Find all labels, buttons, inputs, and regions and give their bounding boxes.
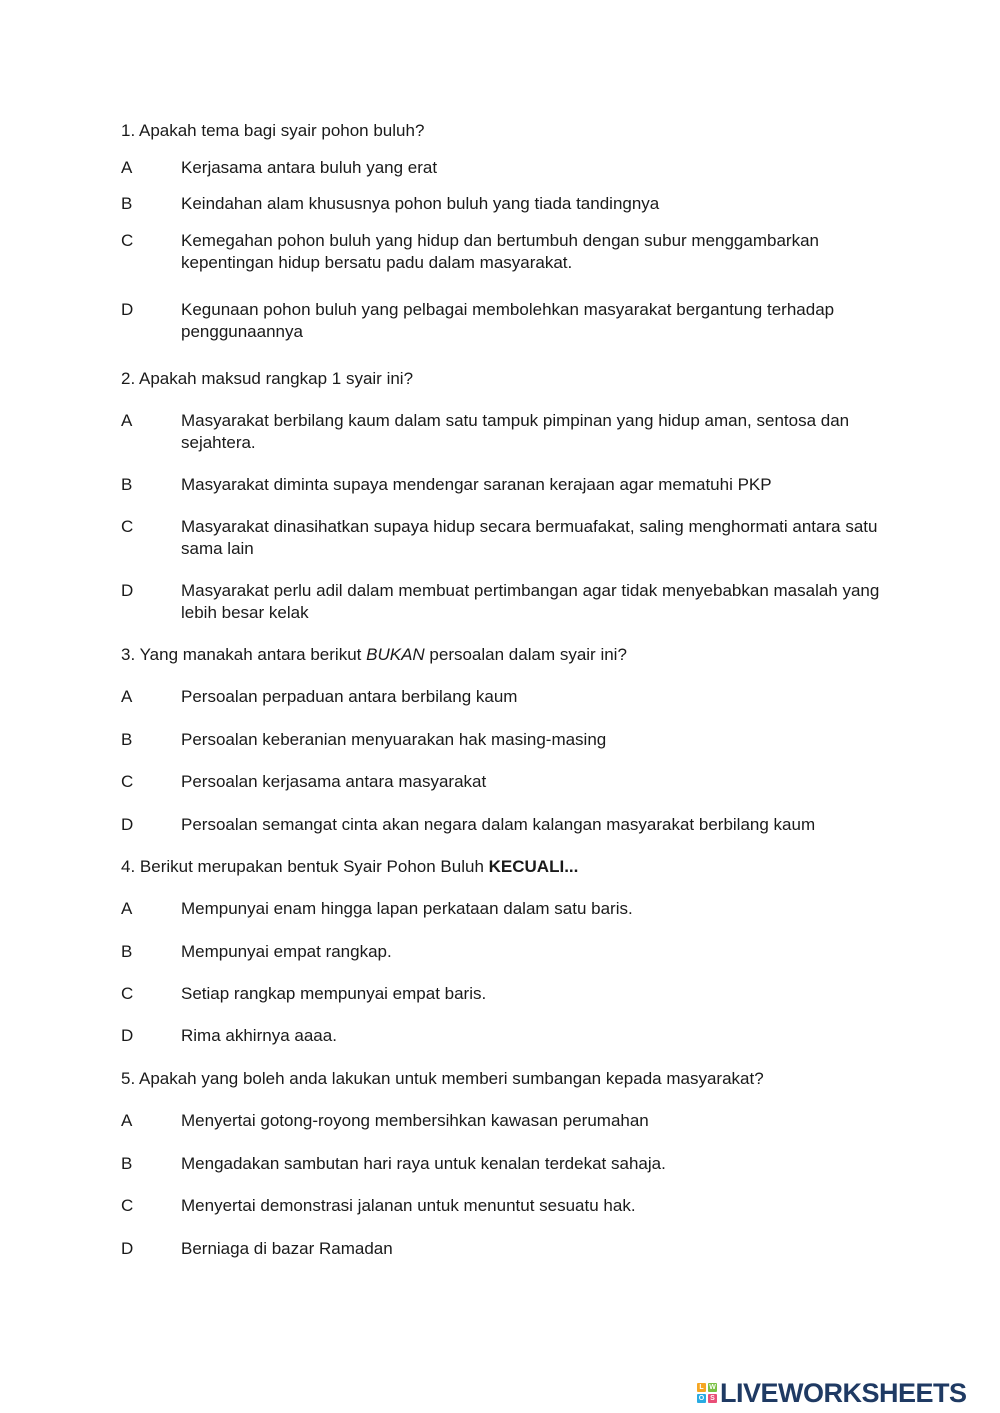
option-text: Mengadakan sambutan hari raya untuk kenalan terdekat sahaja. <box>181 1154 666 1173</box>
option-5b[interactable] <box>121 1153 901 1175</box>
logo-square-2: W <box>709 1384 716 1391</box>
option-text: Rima akhirnya aaaa. <box>181 1026 337 1045</box>
question-2 <box>121 368 413 390</box>
option-text: Persoalan semangat cinta akan negara dalam kalangan masyarakat berbilang kaum <box>181 815 816 834</box>
option-letter: A <box>121 158 133 177</box>
option-4c[interactable] <box>121 983 901 1005</box>
logo-square-3: O <box>698 1395 705 1402</box>
option-letter: D <box>121 581 134 600</box>
option-text: Mempunyai empat rangkap. <box>181 942 392 961</box>
option-letter: C <box>121 231 134 250</box>
option-letter: C <box>121 984 134 1003</box>
option-letter: D <box>121 815 134 834</box>
logo-square-4: S <box>708 1394 717 1403</box>
question-text-before: Yang manakah antara berikut <box>139 645 367 664</box>
question-3 <box>121 644 627 666</box>
option-3a[interactable] <box>121 686 901 708</box>
option-text: Menyertai demonstrasi jalanan untuk menuntut sesuatu hak. <box>181 1196 636 1215</box>
question-5 <box>121 1068 764 1090</box>
question-text-after: persoalan dalam syair ini? <box>424 645 627 664</box>
option-letter: B <box>121 730 133 749</box>
option-text: Masyarakat berbilang kaum dalam satu tampuk pimpinan yang hidup aman, sentosa dan sejahtera. <box>181 411 850 452</box>
option-letter: C <box>121 517 134 536</box>
question-1 <box>121 120 424 142</box>
option-2d[interactable] <box>121 580 901 624</box>
option-2c[interactable] <box>121 516 901 560</box>
option-5d[interactable] <box>121 1238 901 1260</box>
question-number: 2. <box>121 369 136 388</box>
option-5c[interactable] <box>121 1195 901 1217</box>
option-letter: A <box>121 687 133 706</box>
option-4a[interactable] <box>121 898 901 920</box>
option-1d[interactable] <box>121 299 901 343</box>
option-text: Persoalan kerjasama antara masyarakat <box>181 772 487 791</box>
question-text: Apakah yang boleh anda lakukan untuk memberi sumbangan kepada masyarakat? <box>138 1069 764 1088</box>
option-text: Kegunaan pohon buluh yang pelbagai membolehkan masyarakat bergantung terhadap penggunaannya <box>181 300 835 341</box>
question-text-emphasis: BUKAN <box>366 645 425 664</box>
option-2a[interactable] <box>121 410 901 454</box>
option-text: Mempunyai enam hingga lapan perkataan dalam satu baris. <box>181 899 633 918</box>
question-text-emphasis: KECUALI... <box>488 857 579 876</box>
option-letter: D <box>121 1026 134 1045</box>
option-letter: A <box>121 411 133 430</box>
option-letter: C <box>121 1196 134 1215</box>
option-letter: D <box>121 1239 134 1258</box>
option-letter: B <box>121 1154 133 1173</box>
option-letter: B <box>121 194 133 213</box>
option-letter: B <box>121 942 133 961</box>
option-letter: A <box>121 899 133 918</box>
option-3b[interactable] <box>121 729 901 751</box>
option-3c[interactable] <box>121 771 901 793</box>
liveworksheets-logo <box>697 1378 967 1408</box>
option-text: Persoalan perpaduan antara berbilang kaum <box>181 687 518 706</box>
option-text: Masyarakat diminta supaya mendengar saranan kerajaan agar mematuhi PKP <box>181 475 772 494</box>
liveworksheets-logo-icon <box>697 1383 717 1403</box>
question-number: 1. <box>121 121 136 140</box>
question-number: 3. <box>121 645 136 664</box>
option-1a[interactable] <box>121 157 901 179</box>
question-number: 5. <box>121 1069 136 1088</box>
option-3d[interactable] <box>121 814 901 836</box>
option-1b[interactable] <box>121 193 901 215</box>
option-text: Berniaga di bazar Ramadan <box>181 1239 393 1258</box>
question-number: 4. <box>121 857 136 876</box>
option-text: Kerjasama antara buluh yang erat <box>181 158 438 177</box>
option-text: Masyarakat perlu adil dalam membuat pertimbangan agar tidak menyebabkan masalah yang lebih besar kelak <box>181 581 880 622</box>
question-text: Apakah maksud rangkap 1 syair ini? <box>138 369 414 388</box>
option-letter: D <box>121 300 134 319</box>
option-4d[interactable] <box>121 1025 901 1047</box>
option-4b[interactable] <box>121 941 901 963</box>
option-text: Menyertai gotong-royong membersihkan kawasan perumahan <box>181 1111 649 1130</box>
question-text-before: Berikut merupakan bentuk Syair Pohon Buluh <box>139 857 489 876</box>
option-5a[interactable] <box>121 1110 901 1132</box>
option-2b[interactable] <box>121 474 901 496</box>
option-1c[interactable] <box>121 230 901 274</box>
option-letter: C <box>121 772 134 791</box>
question-4 <box>121 856 578 878</box>
option-text: Masyarakat dinasihatkan supaya hidup secara bermuafakat, saling menghormati antara satu sama lain <box>181 517 878 558</box>
logo-text: LIVEWORKSHEETS <box>720 1377 967 1408</box>
option-text: Kemegahan pohon buluh yang hidup dan bertumbuh dengan subur menggambarkan kepentingan hidup bersatu padu dalam masyarakat. <box>181 231 819 272</box>
option-letter: B <box>121 475 133 494</box>
option-text: Setiap rangkap mempunyai empat baris. <box>181 984 487 1003</box>
question-text: Apakah tema bagi syair pohon buluh? <box>138 121 425 140</box>
option-text: Persoalan keberanian menyuarakan hak masing-masing <box>181 730 607 749</box>
logo-square-1: L <box>697 1383 706 1392</box>
option-text: Keindahan alam khususnya pohon buluh yang tiada tandingnya <box>181 194 660 213</box>
option-letter: A <box>121 1111 133 1130</box>
